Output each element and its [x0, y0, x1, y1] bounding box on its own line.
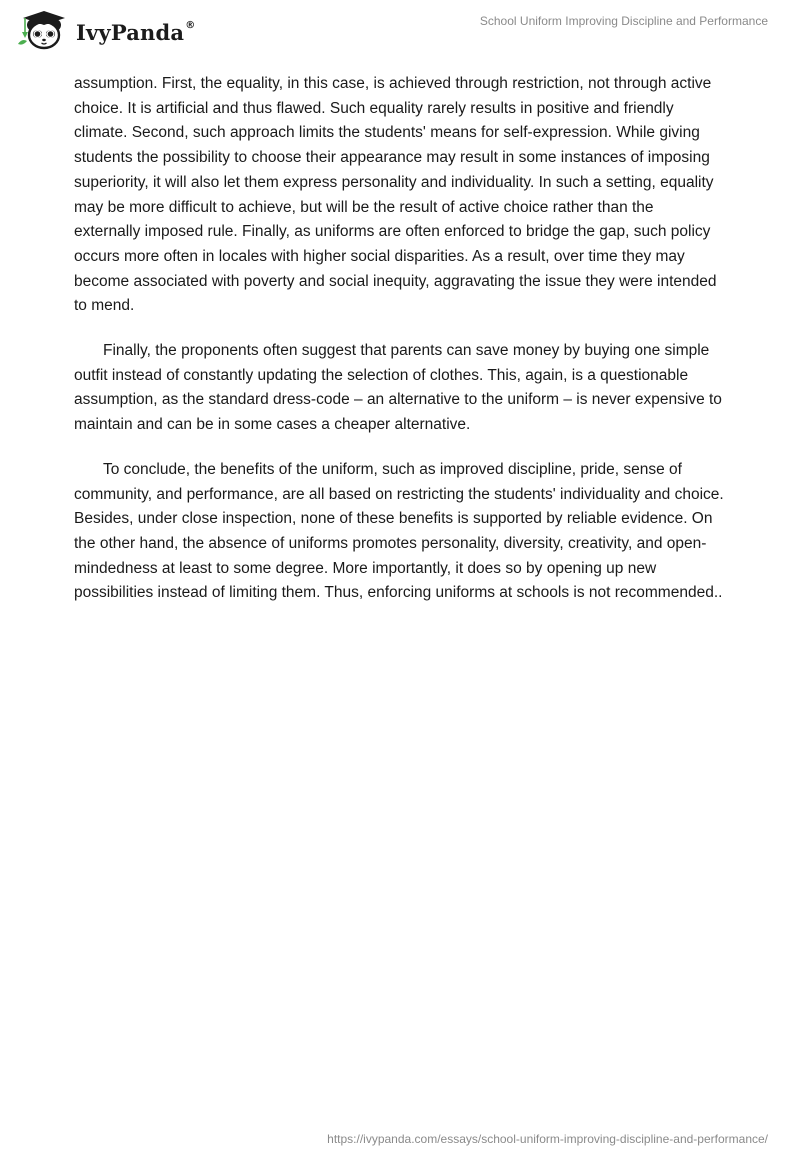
- brand-name: IvyPanda®: [76, 19, 196, 45]
- registered-mark: ®: [185, 19, 196, 31]
- brand-logo[interactable]: [14, 8, 195, 52]
- paragraph-cost-argument: Finally, the proponents often suggest that parents can save money by buying one simple outfit instead of constantly updating the selection of clothes. This, again, is a questionable assumption, as the standard dress-code – an alternative to the uniform – is never expensive to maintain and can be in some cases a cheaper alternative.: [74, 342, 722, 434]
- paragraph-continuation: assumption. First, the equality, in this case, is achieved through restriction, not through active choice. It is artificial and thus flawed. Such equality rarely results in positive and friendly climate. Second, such approach limits the students' means for self-expression. While giving students the possibility to choose their appearance may result in some instances of imposing superiority, it will also let them express personality and individuality. In such a setting, equality may be more difficult to achieve, but will be the result of active choice rather than the externally imposed rule. Finally, as uniforms are often enforced to bridge the gap, such policy occurs more often in locales with higher social disparities. As a result, over time they may become associated with poverty and social inequity, aggravating the issue they were intended to mend.: [74, 75, 717, 315]
- document-title: School Uniform Improving Discipline and Performance: [479, 14, 768, 28]
- source-url[interactable]: https://ivypanda.com/essays/school-uniform-improving-discipline-and-performance/: [327, 1132, 768, 1146]
- paragraph-conclusion: To conclude, the benefits of the uniform, such as improved discipline, pride, sense of community, and performance, are all based on restricting the students' individuality and choice. Besides, under close inspection, none of these benefits is supported by reliable evidence. On the other hand, the absence of uniforms promotes personality, diversity, creativity, and open-mindedness at least to some degree. More importantly, it does so by opening up new possibilities instead of limiting them. Thus, enforcing uniforms at schools is not recommended..: [74, 460, 724, 602]
- essay-body: [74, 72, 724, 626]
- panda-graduate-icon: [14, 8, 74, 52]
- page-header: [0, 0, 800, 64]
